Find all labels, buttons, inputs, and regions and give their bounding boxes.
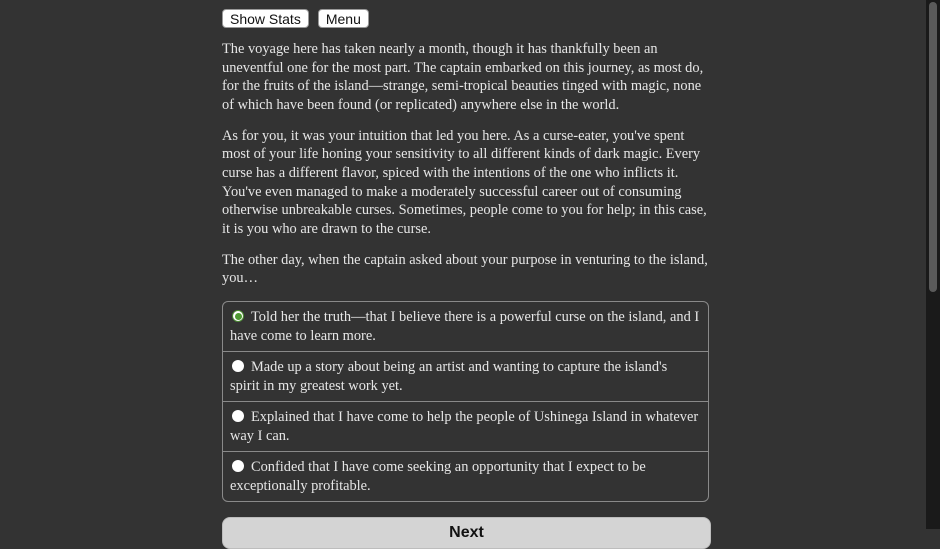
toolbar xyxy=(222,9,369,28)
story-text xyxy=(222,40,709,300)
choice-option-1[interactable] xyxy=(223,302,708,351)
choice-label: Made up a story about being an artist and wanting to capture the island's spirit in my greatest work yet. xyxy=(230,359,668,394)
menu-button[interactable]: Menu xyxy=(318,9,369,28)
radio-unselected-icon[interactable] xyxy=(232,460,244,472)
choice-list xyxy=(222,301,709,502)
radio-unselected-icon[interactable] xyxy=(232,410,244,422)
choice-label: Explained that I have come to help the people of Ushinega Island in whatever way I can. xyxy=(230,409,699,444)
choice-option-4[interactable] xyxy=(223,451,708,501)
next-button[interactable]: Next xyxy=(222,517,711,549)
scrollbar-thumb[interactable] xyxy=(929,2,937,292)
choice-option-3[interactable] xyxy=(223,401,708,451)
choice-option-2[interactable] xyxy=(223,351,708,401)
radio-selected-icon[interactable] xyxy=(232,310,244,322)
story-paragraph: The voyage here has taken nearly a month, though it has thankfully been an uneventful one for the most part. The captain embarked on this journey, as most do, for the fruits of the island—strange, semi-tropical beauties tinged with magic, none of which have been found (or replicated) anywhere else in the world. xyxy=(222,41,704,113)
show-stats-button[interactable]: Show Stats xyxy=(222,9,309,28)
story-paragraph: As for you, it was your intuition that led you here. As a curse-eater, you've spent most of your life honing your sensitivity to all different kinds of dark magic. Every curse has a different flavor, spiced with the intentions of the one who inflicts it. You've even managed to make a moderately successful career out of consuming otherwise unbreakable curses. Sometimes, people come to you for help; in this case, it is you who are drawn to the curse. xyxy=(222,127,707,237)
radio-unselected-icon[interactable] xyxy=(232,360,244,372)
choice-label: Confided that I have come seeking an opportunity that I expect to be exceptionally profitable. xyxy=(230,459,646,494)
choice-label: Told her the truth—that I believe there is a powerful curse on the island, and I have come to learn more. xyxy=(230,309,700,344)
story-paragraph: The other day, when the captain asked about your purpose in venturing to the island, you… xyxy=(222,251,708,287)
scrollbar[interactable] xyxy=(926,0,940,529)
